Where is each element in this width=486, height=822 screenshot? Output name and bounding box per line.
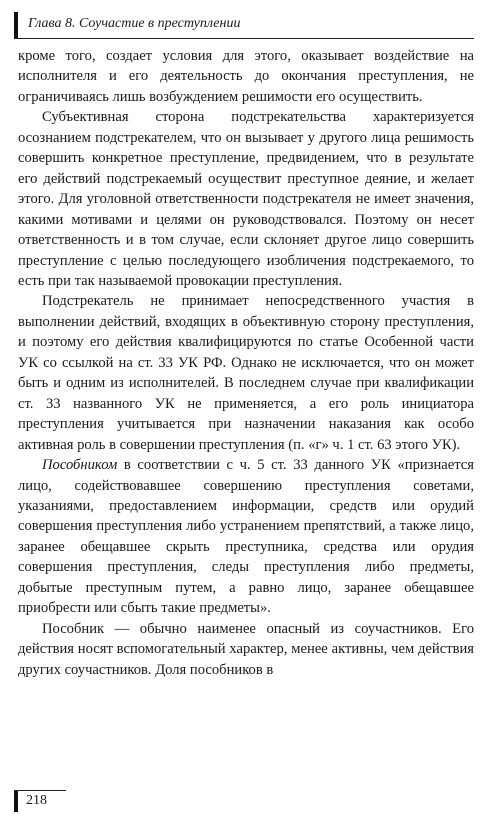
body-text [18,46,474,680]
running-head [14,12,474,38]
paragraph-subjective-side: Субъективная сторона подстрекательства характеризуется осознанием подстрекателем, что он вызывает у другого лица решимость совершить конкретное преступление, предвидением, что в результате его действий подстрекаемый осуществит преступное деяние, и желает этого. Для уголовной ответственности подстрекателя не имеет значения, какими мотивами и целями он руководствовался. Поэтому он несет ответственность и в том случае, если склоняет другое лицо совершить преступление с целью последующего изобличения подстрекаемого, то есть при так называемой провокации преступления. [18,109,474,289]
page-folio [14,790,74,812]
paragraph-accomplice-role: Пособник — обычно наименее опасный из соучастников. Его действия носят вспомогательный характер, менее активны, чем действия других соучастников. Доля пособников в [18,620,474,678]
folio-bar [14,790,18,812]
paragraph-instigator-qualification: Подстрекатель не принимает непосредственного участия в выполнении действий, входящих в объективную сторону преступления, и поэтому его действия квалифицируются по статье Особенной части УК со ссылкой на ст. 33 УК РФ. Однако не исключается, что он может быть и одним из исполнителей. В последнем случае при квалификации ст. 33 названного УК не применяется, а его роль инициатора преступления учитывается при назначении наказания как особо активная роль в совершении преступления (п. «г» ч. 1 ст. 63 этого УК). [18,293,474,453]
paragraph-continuation: кроме того, создает условия для этого, оказывает воздействие на исполнителя и его деятельность до окончания преступления, не ограничиваясь лишь возбуждением решимости его осуществить. [18,48,474,105]
chapter-title: Глава 8. Соучастие в преступлении [28,16,241,31]
accomplice-definition-text: в соответствии с ч. 5 ст. 33 данного УК «признается лицо, содействовавшее совершению преступления советами, указаниями, предоставлением информации, средств или орудий совершения преступления либо устранением препятствий, а также лицо, заранее обещавшее скрыть преступника, средства или орудия совершения преступления, следы преступления либо предметы, добытые преступным путем, а равно лицо, заранее обещавшее приобрести или сбыть такие предметы». [18,457,474,617]
running-head-rule [14,38,474,39]
running-head-bar [14,12,18,38]
paragraph-accomplice-definition [18,455,474,619]
page-number: 218 [26,793,47,808]
term-accomplice: Пособником [42,457,118,474]
folio-rule [14,790,66,791]
